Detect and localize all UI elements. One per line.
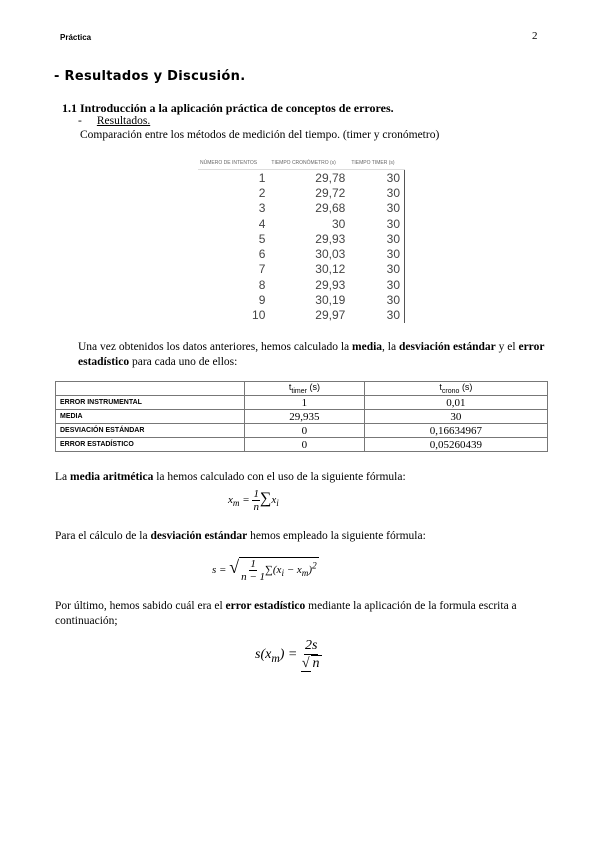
table-cell: 30 — [349, 231, 404, 246]
table-cell: 29,78 — [315, 170, 346, 185]
text: desviación estándar — [398, 341, 496, 353]
table-cell: 30 — [331, 216, 346, 231]
measurement-table — [198, 157, 405, 323]
text: error estadístico — [78, 341, 545, 368]
comparison-text: Comparación entre los métodos de medición del tiempo. (timer y cronómetro) — [80, 129, 440, 141]
table-cell: 29,72 — [315, 185, 346, 200]
empty-cell — [56, 382, 245, 396]
column-header-crono: $t_{crono}$ (s) — [364, 382, 547, 396]
table-cell: 29,935 — [245, 410, 365, 424]
table-cell: 1 — [245, 396, 365, 410]
paragraph-media: La media aritmética la hemos calculado con el uso de la siguiente fórmula: — [55, 471, 406, 483]
table-row — [198, 262, 405, 277]
page-number: 2 — [532, 30, 538, 42]
column-header: TIEMPO CRONÓMETRO (s) — [269, 157, 349, 170]
table-cell: 29,93 — [315, 231, 346, 246]
row-label: ERROR ESTADÍSTICO — [56, 438, 245, 452]
table-cell: 30 — [349, 246, 404, 261]
results-item — [78, 115, 150, 127]
formula-mean: $x_m$ = $\frac{1}{n}$ $\sum x_i$ — [228, 488, 279, 513]
paragraph-stat-error: Por último, hemos sabido cuál era el error estadístico mediante la aplicación de la formula escrita a continuación; — [55, 600, 517, 627]
table-cell: 0,16634967 — [364, 424, 547, 438]
table-cell: 0 — [245, 438, 365, 452]
table-cell: 30 — [364, 410, 547, 424]
table-cell: 30,19 — [315, 293, 346, 308]
formula-std-deviation: s = √ $\frac{1}{n - 1}$ $\sum(x_i - x_m)^2$ — [212, 557, 317, 583]
table-cell: 29,97 — [315, 308, 346, 323]
table-cell: 30 — [349, 185, 404, 200]
header-title: Práctica — [60, 33, 92, 42]
row-label: ERROR INSTRUMENTAL — [56, 396, 245, 410]
paragraph-deviation: Para el cálculo de la desviación estándar hemos empleado la siguiente fórmula: — [55, 530, 426, 542]
table-cell: 0 — [245, 424, 365, 438]
table-cell: 30 — [349, 262, 404, 277]
table-row — [198, 246, 405, 261]
table-cell: 5 — [258, 231, 266, 246]
table-cell: 30,12 — [315, 262, 346, 277]
results-label: Resultados. — [96, 115, 151, 127]
results-table — [55, 381, 548, 452]
table-row — [198, 277, 405, 292]
table-cell: 29,93 — [315, 277, 346, 292]
subsection-title: 1.1 Introducción a la aplicación práctica de conceptos de errores. — [62, 101, 394, 115]
table-row — [198, 231, 405, 246]
table-cell: 0,01 — [364, 396, 547, 410]
table-cell: 30,03 — [315, 247, 346, 262]
column-header: TIEMPO TIMER (s) — [349, 157, 404, 170]
table-cell: 30 — [349, 277, 404, 292]
text: para cada uno de ellos: — [129, 356, 238, 368]
table-cell: 0,05260439 — [364, 438, 547, 452]
table-row — [198, 201, 405, 216]
table-cell: 29,68 — [315, 201, 346, 216]
text: Una vez obtenidos los datos anteriores, hemos calculado la — [78, 341, 353, 353]
table-row — [198, 308, 405, 323]
table-cell: 30 — [349, 292, 404, 307]
column-header-timer: $t_{timer}$ (s) — [245, 382, 365, 396]
table-cell: 30 — [349, 308, 404, 323]
table-cell: 30 — [349, 170, 404, 186]
table-row — [56, 424, 548, 438]
table-row — [198, 185, 405, 200]
text: media — [352, 341, 383, 353]
list-dash: - — [78, 115, 82, 127]
paragraph-intro — [78, 340, 548, 370]
row-label: MEDIA — [56, 410, 245, 424]
text: y el — [495, 341, 519, 353]
table-cell: 30 — [349, 216, 404, 231]
table-cell: 30 — [349, 201, 404, 216]
table-row — [56, 396, 548, 410]
table-cell: 4 — [258, 216, 266, 231]
table-row — [56, 438, 548, 452]
column-header: NÚMERO DE INTENTOS — [198, 157, 269, 170]
table-row — [56, 410, 548, 424]
section-title: - Resultados y Discusión. — [54, 69, 246, 84]
table-cell: 3 — [258, 201, 266, 216]
table-row — [198, 170, 405, 186]
table-cell: 8 — [258, 277, 266, 292]
table-cell: 1 — [258, 170, 266, 185]
table-cell: 6 — [258, 247, 266, 262]
table-cell: 9 — [258, 293, 266, 308]
formula-stat-error: $s(x_m)$ = $\frac{2s}{√ n}$ — [255, 638, 320, 671]
table-cell: 7 — [258, 262, 266, 277]
row-label: DESVIACIÓN ESTÁNDAR — [56, 424, 245, 438]
table-row — [198, 292, 405, 307]
table-row — [198, 216, 405, 231]
text: , la — [382, 341, 399, 353]
table-cell: 2 — [258, 185, 266, 200]
table-cell: 10 — [252, 308, 266, 323]
